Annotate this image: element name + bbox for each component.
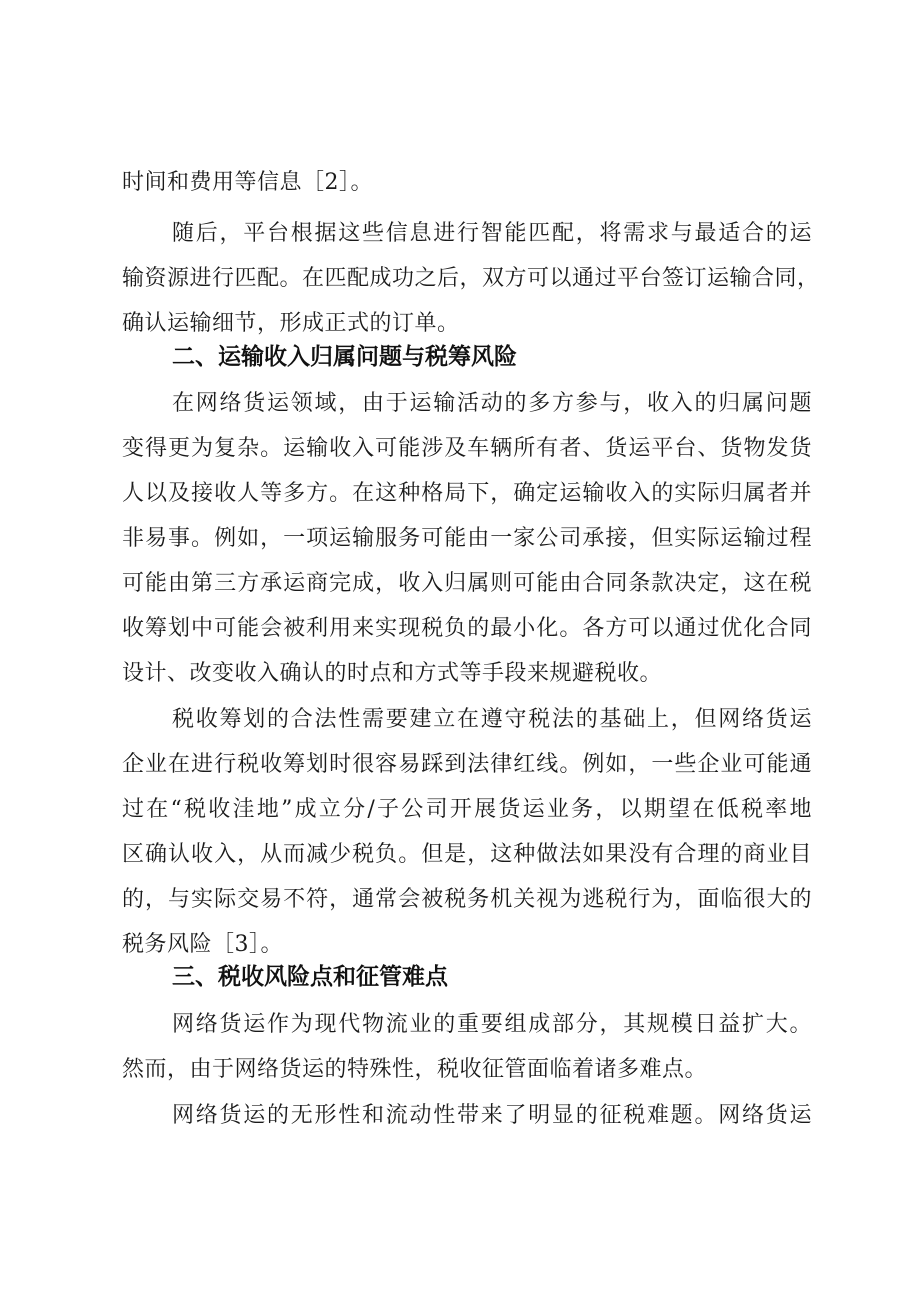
paragraph-line: 网络货运的无形性和流动性带来了明显的征税难题。网络货运 bbox=[172, 1103, 812, 1128]
paragraph-line: 过在“税收洼地”成立分/子公司开展货运业务，以期望在低税率地 bbox=[122, 797, 812, 822]
paragraph-line: 收筹划中可能会被利用来实现税负的最小化。各方可以通过优化合同 bbox=[122, 616, 812, 641]
paragraph-line: 区确认收入，从而减少税负。但是，这种做法如果没有合理的商业目 bbox=[122, 842, 812, 867]
paragraph-line: 可能由第三方承运商完成，收入归属则可能由合同条款决定，这在税 bbox=[122, 571, 812, 596]
paragraph-line: 然而，由于网络货运的特殊性，税收征管面临着诸多难点。 bbox=[122, 1057, 708, 1082]
paragraph-line: 输资源进行匹配。在匹配成功之后，双方可以通过平台签订运输合同， bbox=[122, 266, 820, 291]
paragraph-line: 变得更为复杂。运输收入可能涉及车辆所有者、货运平台、货物发货 bbox=[122, 436, 812, 461]
paragraph-line: 设计、改变收入确认的时点和方式等手段来规避税收。 bbox=[122, 661, 663, 686]
paragraph-line: 非易事。例如，一项运输服务可能由一家公司承接，但实际运输过程 bbox=[122, 526, 812, 551]
paragraph-line: 的，与实际交易不符，通常会被税务机关视为逃税行为，面临很大的 bbox=[122, 887, 812, 912]
paragraph-line: 网络货运作为现代物流业的重要组成部分，其规模日益扩大。 bbox=[172, 1012, 812, 1037]
paragraph-line: 企业在进行税收筹划时很容易踩到法律红线。例如，一些企业可能通 bbox=[122, 752, 812, 777]
paragraph-line: 时间和费用等信息［2］。 bbox=[122, 170, 373, 195]
paragraph-line: 人以及接收人等多方。在这种格局下，确定运输收入的实际归属者并 bbox=[122, 481, 812, 506]
paragraph-line: 税务风险［3］。 bbox=[122, 932, 283, 957]
paragraph-line: 随后，平台根据这些信息进行智能匹配，将需求与最适合的运 bbox=[172, 221, 812, 246]
paragraph-line: 税收筹划的合法性需要建立在遵守税法的基础上，但网络货运 bbox=[172, 707, 812, 732]
paragraph-line: 确认运输细节，形成正式的订单。 bbox=[122, 311, 460, 336]
section-heading-2: 二、运输收入归属问题与税筹风险 bbox=[172, 344, 517, 370]
paragraph-line: 在网络货运领域，由于运输活动的多方参与，收入的归属问题 bbox=[172, 391, 812, 416]
section-heading-3: 三、税收风险点和征管难点 bbox=[172, 964, 448, 990]
